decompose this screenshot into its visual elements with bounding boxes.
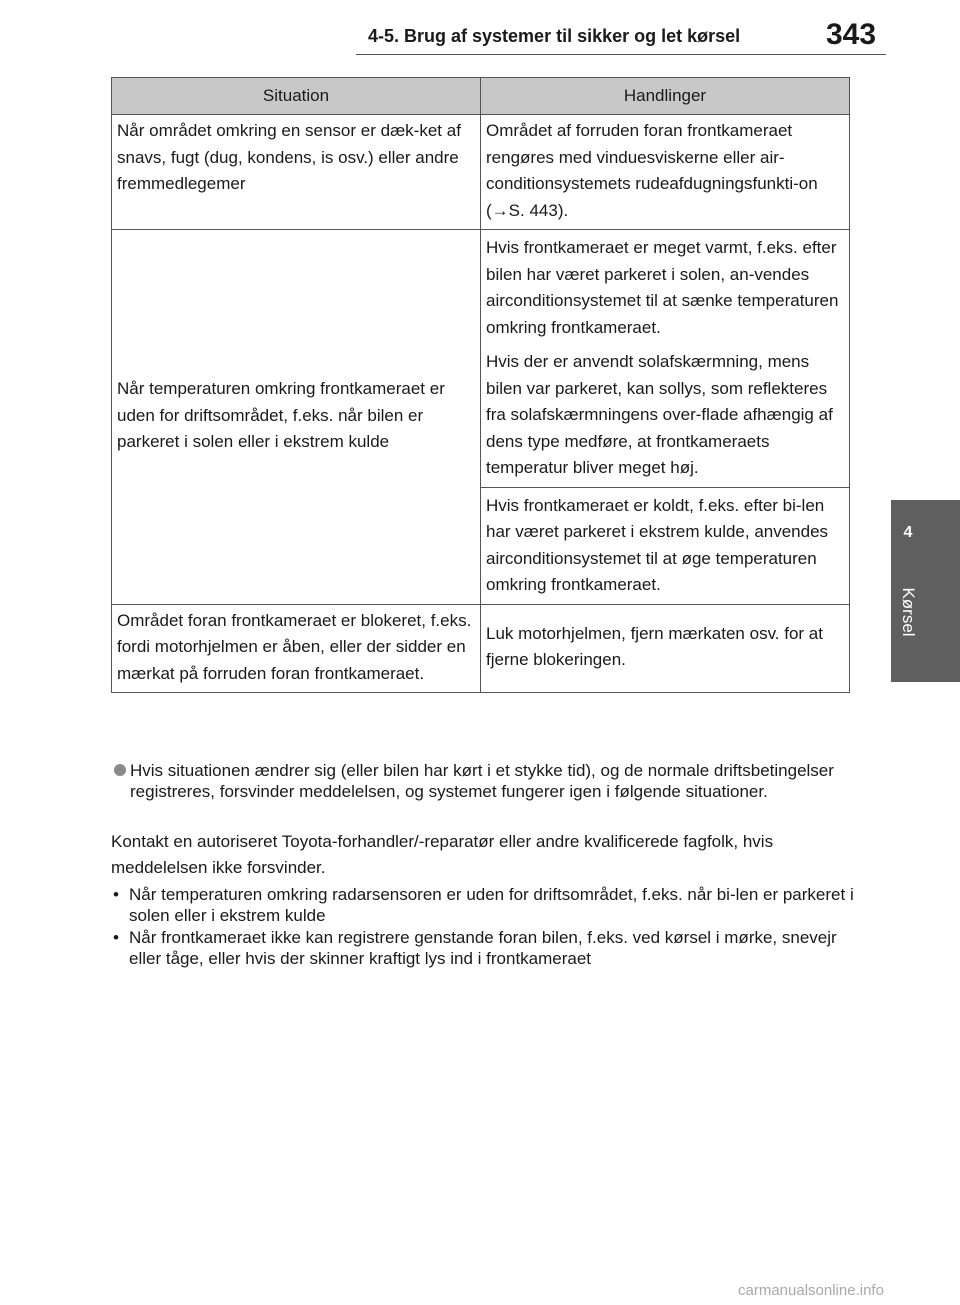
- header-action: Handlinger: [481, 78, 850, 115]
- circle-bullet-icon: [114, 764, 126, 776]
- bullet-icon: •: [113, 928, 119, 947]
- situation-action-table: [111, 77, 850, 693]
- row-situation: Når området omkring en sensor er dæk-ket af snavs, fugt (dug, kondens, is osv.) eller andre fremmedlegemer: [112, 115, 481, 230]
- watermark: carmanualsonline.info: [738, 1282, 884, 1299]
- chapter-tab-number: 4: [903, 524, 913, 541]
- row-action: [481, 230, 850, 488]
- list-item: [111, 884, 861, 926]
- action-paragraph: Hvis der er anvendt solafskærmning, mens bilen var parkeret, kan sollys, som reflekteres fra solafskærmningens over-flade afhængig af dens type medføre, at frontkameraets temperatur bliver meget høj.: [486, 352, 833, 477]
- action-paragraph: Hvis frontkameraet er meget varmt, f.eks. efter bilen har været parkeret i solen, an-vendes airconditionsystemet til at sænke temperaturen omkring frontkameraet.: [486, 238, 839, 337]
- chapter-tab-label: Kørsel: [899, 587, 918, 637]
- action-text: Området af forruden foran frontkameraet rengøres med vinduesviskerne eller air-conditionsystemets rudeafdugningsfunkti-on (: [486, 121, 818, 220]
- row-situation: Området foran frontkameraet er blokeret, f.eks. fordi motorhjelmen er åben, eller der sidder en mærkat på forruden foran frontkameraet.: [112, 604, 481, 693]
- table-header-row: [112, 78, 850, 115]
- row-situation: Når temperaturen omkring frontkameraet er uden for driftsområdet, f.eks. når bilen er parkeret i solen eller i ekstrem kulde: [112, 230, 481, 605]
- row-action: Luk motorhjelmen, fjern mærkaten osv. for at fjerne blokeringen.: [481, 604, 850, 693]
- header-divider: [356, 54, 886, 55]
- list-item-text: Når frontkameraet ikke kan registrere genstande foran bilen, f.eks. ved kørsel i mørke, snevejr eller tåge, eller hvis der skinner kraftigt lys ind i frontkameraet: [129, 928, 837, 968]
- bullet-icon: •: [113, 885, 119, 904]
- page-reference[interactable]: S. 443).: [508, 200, 569, 220]
- row-action: Hvis frontkameraet er koldt, f.eks. efter bi-len har været parkeret i ekstrem kulde, anvendes airconditionsystemet til at øge temperaturen omkring frontkameraet.: [481, 487, 850, 604]
- list-item-text: Når temperaturen omkring radarsensoren er uden for driftsområdet, f.eks. når bi-len er parkeret i solen eller i ekstrem kulde: [129, 885, 854, 925]
- page-number: 343: [826, 18, 877, 51]
- row-action: [481, 115, 850, 230]
- note-text: Hvis situationen ændrer sig (eller bilen har kørt i et stykke tid), og de normale driftsbetingelser registreres, forsvinder meddelelsen, og systemet fungerer igen i følgende situationer.: [130, 761, 834, 801]
- section-title: 4-5. Brug af systemer til sikker og let kørsel: [368, 26, 741, 46]
- header-situation: Situation: [112, 78, 481, 115]
- condition-list: [111, 884, 861, 970]
- table-row: [112, 230, 850, 488]
- table-row: [112, 604, 850, 693]
- list-item: [111, 927, 861, 969]
- table-row: [112, 115, 850, 230]
- note-block: [111, 760, 861, 802]
- arrow-icon: →: [491, 200, 509, 220]
- contact-paragraph: Kontakt en autoriseret Toyota-forhandler/-reparatør eller andre kvalificerede fagfolk, hvis meddelelsen ikke forsvinder.: [111, 832, 774, 877]
